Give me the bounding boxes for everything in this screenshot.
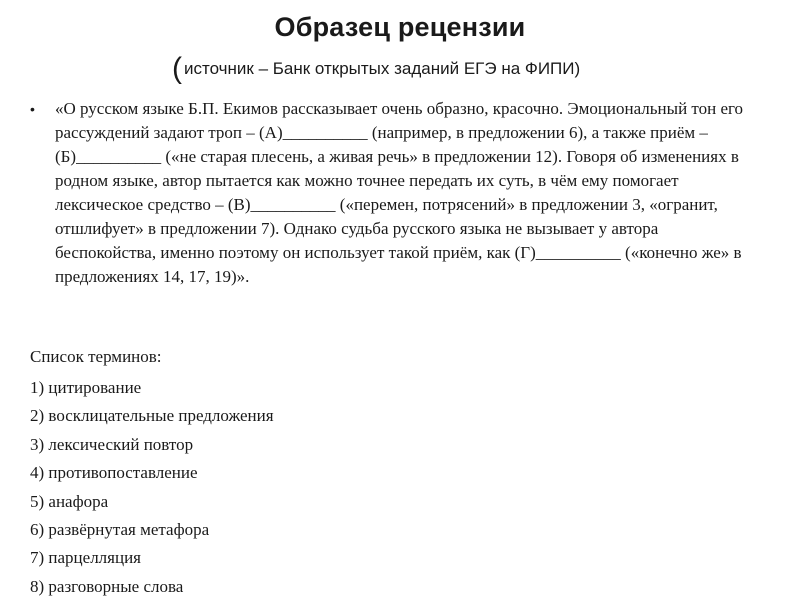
term-item: 3) лексический повтор <box>30 434 194 454</box>
term-item: 1) цитирование <box>30 378 142 397</box>
terms-list <box>30 376 274 603</box>
bullet-icon: • <box>30 101 35 117</box>
source-subtitle <box>172 52 732 86</box>
term-item: 6) развёрнутая метафора <box>30 519 210 539</box>
term-item: 8) разговорные слова <box>30 576 184 596</box>
term-item: 4) противопоставление <box>30 463 198 483</box>
subtitle-text: источник – Банк открытых заданий ЕГЭ на ФИПИ) <box>184 59 581 78</box>
term-item: 2) восклицательные предложения <box>30 406 274 426</box>
term-item: 7) парцелляция <box>30 548 141 568</box>
terms-list-title: Список терминов: <box>30 347 162 366</box>
term-item: 5) анафора <box>30 491 109 511</box>
subtitle-open-paren: ( <box>172 52 182 85</box>
review-paragraph: «О русском языке Б.П. Екимов рассказывает очень образно, красочно. Эмоциональный тон его рассуждений задают троп – (А)__________ (например, в предложении 6), а также приём – (Б)__________ («не старая плесень, а живая речь» в предложении 12). Говоря об изменениях в родном языке, автор пытается как можно точнее передать их суть, в чём ему помогает лексическое средство – (В)__________ («перемен, потрясений» в предложении 3, «огранит, отшлифует» в предложении 7). Однако судьба русского языка не вызывает у автора беспокойства, именно поэтому он использует такой приём, как (Г)__________ («конечно же» в предложениях 14, 17, 19)». <box>55 99 744 286</box>
review-paragraph-block <box>30 97 770 289</box>
page-title: Образец рецензии <box>274 12 526 42</box>
